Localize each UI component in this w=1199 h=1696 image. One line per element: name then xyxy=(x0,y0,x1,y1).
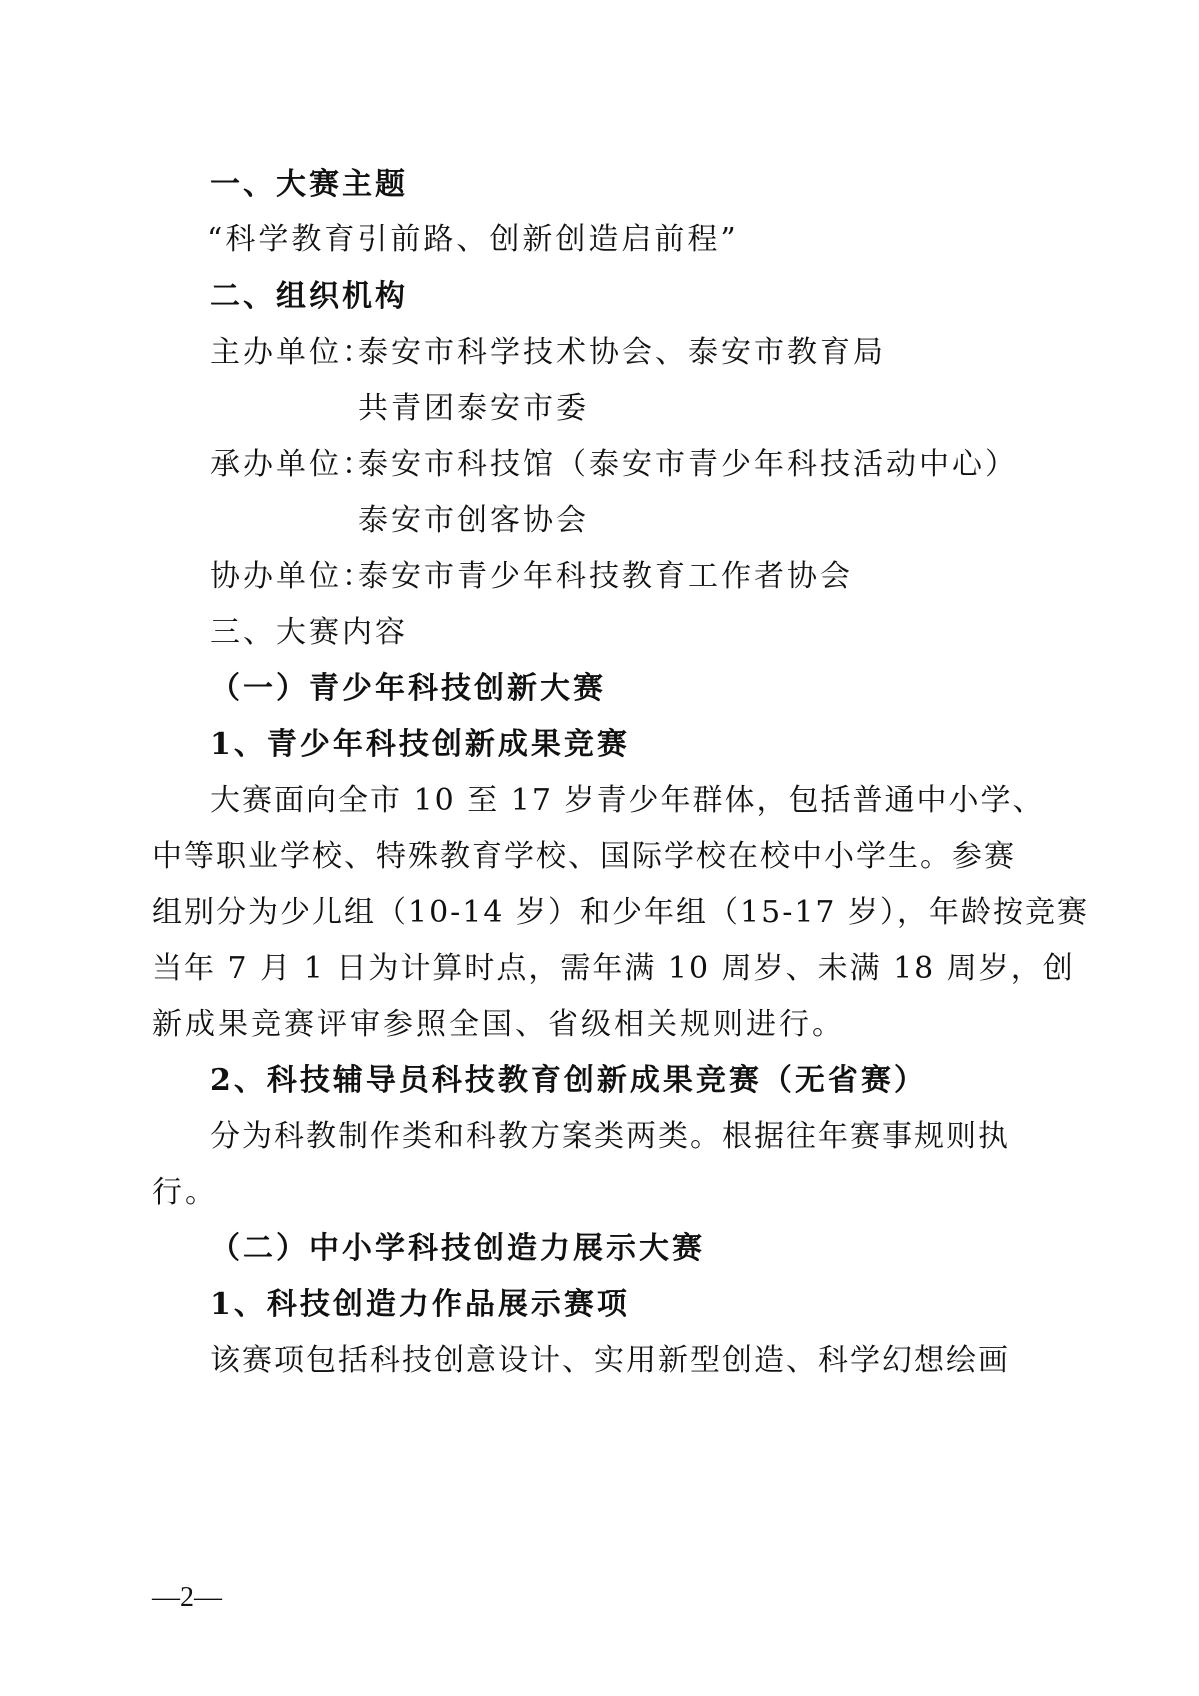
assist-label: 协办单位： xyxy=(210,559,375,594)
section-heading-organization: 二、组织机构 xyxy=(210,279,408,314)
host-line-2: 共青团泰安市委 xyxy=(358,391,589,426)
item3-para-line-1: 该赛项包括科技创意设计、实用新型创造、科学幻想绘画 xyxy=(210,1343,1010,1378)
undertake-label: 承办单位： xyxy=(210,447,375,482)
item2-para-line-1: 分为科教制作类和科教方案类两类。根据往年赛事规则执 xyxy=(210,1119,1010,1154)
page-number: —2— xyxy=(152,1582,222,1613)
item1-para-line-3: 组别分为少儿组（10-14 岁）和少年组（15-17 岁），年龄按竞赛 xyxy=(152,895,1090,930)
assist-line-1: 泰安市青少年科技教育工作者协会 xyxy=(358,559,853,594)
subsection-heading-2: （二）中小学科技创造力展示大赛 xyxy=(210,1231,705,1266)
item1-para-line-4: 当年 7 月 1 日为计算时点，需年满 10 周岁、未满 18 周岁，创 xyxy=(152,951,1075,986)
section-heading-content: 三、大赛内容 xyxy=(210,615,408,650)
section-heading-theme: 一、大赛主题 xyxy=(210,167,408,202)
subsection-heading-1: （一）青少年科技创新大赛 xyxy=(210,671,606,706)
theme-text: “科学教育引前路、创新创造启前程” xyxy=(207,222,739,257)
host-label: 主办单位： xyxy=(210,335,375,370)
item2-para-line-2: 行。 xyxy=(152,1175,218,1210)
item1-para-line-1: 大赛面向全市 10 至 17 岁青少年群体，包括普通中小学、 xyxy=(210,783,1045,818)
item1-para-line-5: 新成果竞赛评审参照全国、省级相关规则进行。 xyxy=(152,1007,845,1042)
item-heading-1: 1、青少年科技创新成果竞赛 xyxy=(210,727,630,762)
item-heading-2: 2、科技辅导员科技教育创新成果竞赛（无省赛） xyxy=(210,1063,927,1098)
item-heading-3: 1、科技创造力作品展示赛项 xyxy=(210,1287,630,1322)
host-line-1: 泰安市科学技术协会、泰安市教育局 xyxy=(358,335,886,370)
item1-para-line-2: 中等职业学校、特殊教育学校、国际学校在校中小学生。参赛 xyxy=(152,839,1016,874)
undertake-line-2: 泰安市创客协会 xyxy=(358,503,589,538)
undertake-line-1: 泰安市科技馆（泰安市青少年科技活动中心） xyxy=(358,447,1018,482)
